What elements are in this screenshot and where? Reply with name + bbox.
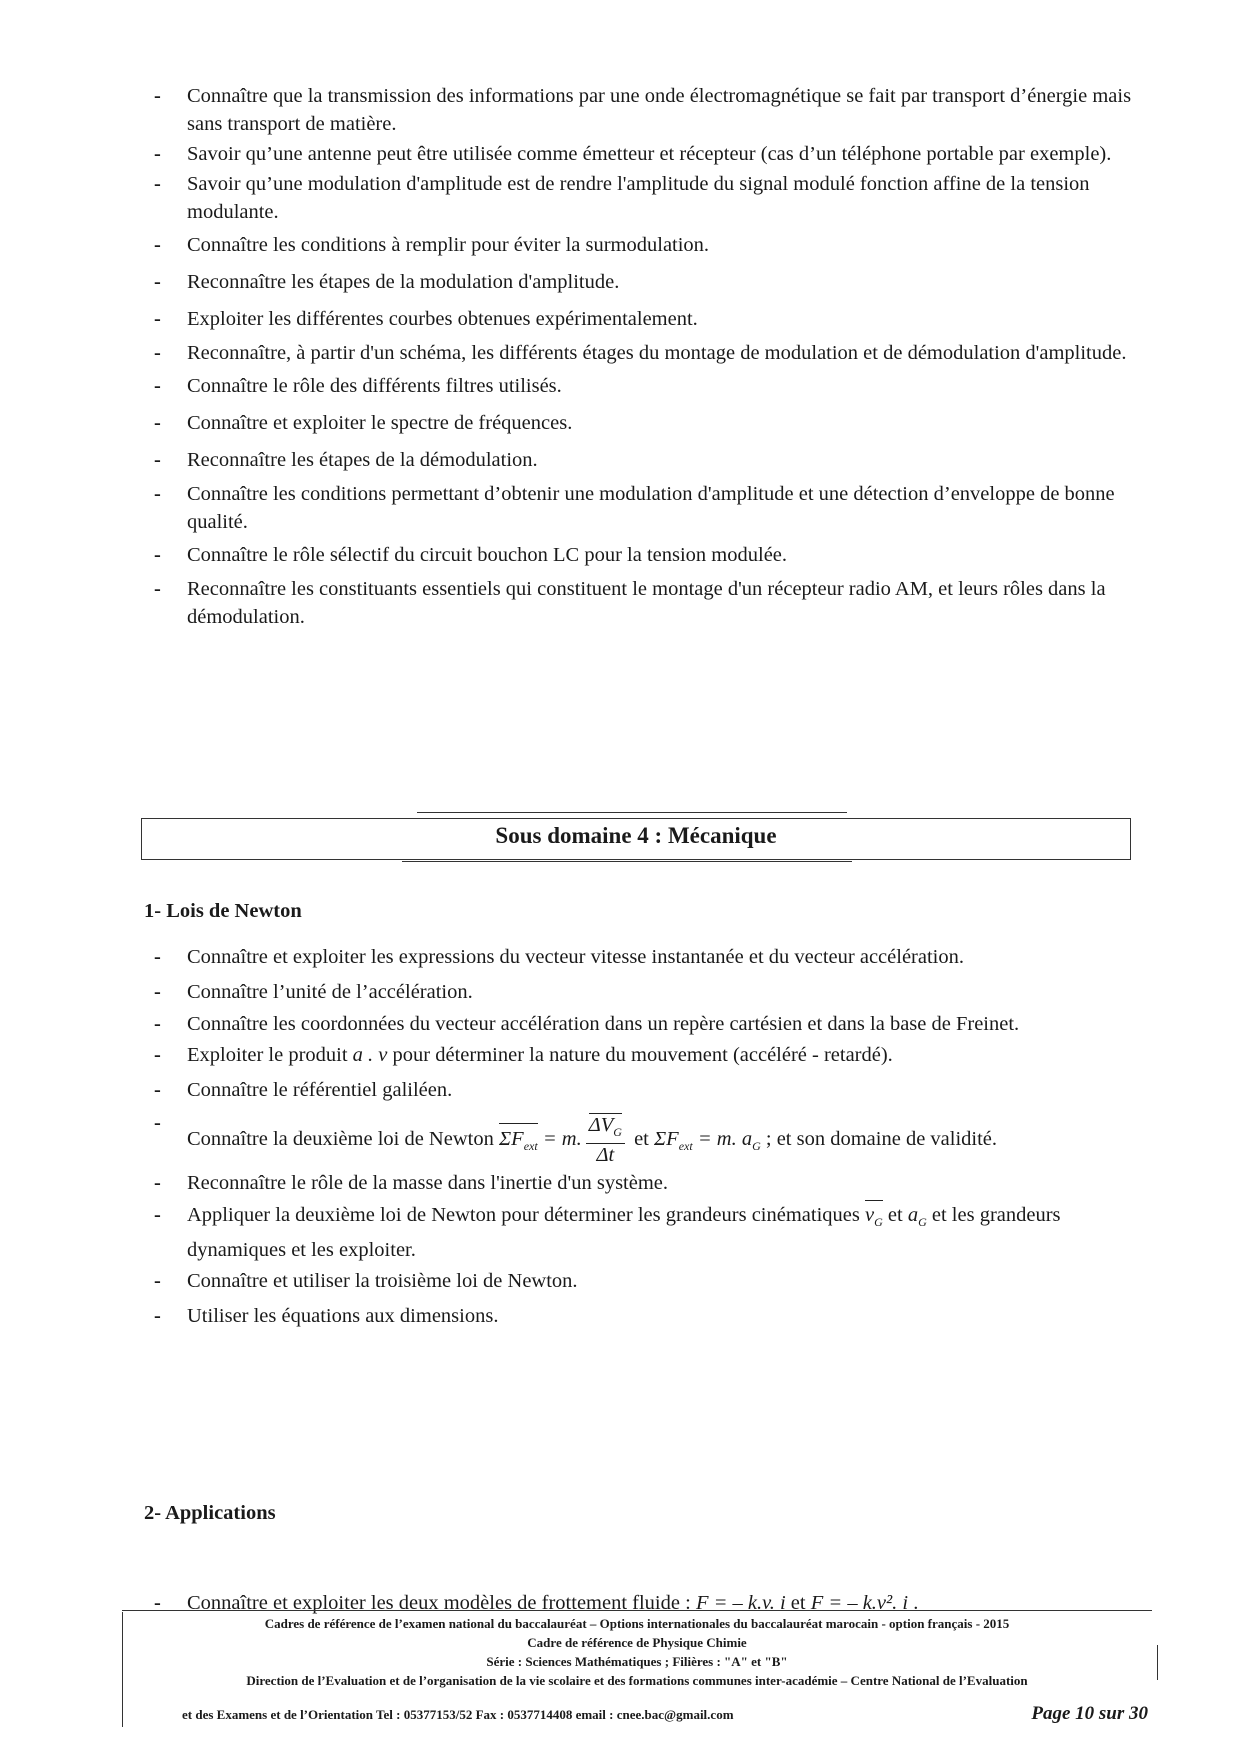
scan-artifacts: [30, 170, 140, 270]
text: pour déterminer la nature du mouvement (accéléré - retardé).: [392, 1044, 893, 1066]
telecom-objectives-list: [152, 82, 1132, 633]
list-item: - Connaître les conditions permettant d’obtenir une modulation d'amplitude et une détection d’enveloppe de bonne qualité.: [152, 480, 1132, 536]
list-item: - Reconnaître, à partir d'un schéma, les différents étages du montage de modulation et de démodulation d'amplitude.: [152, 339, 1132, 367]
text: Exploiter le produit: [187, 1044, 348, 1066]
footer-text: [122, 1614, 1152, 1690]
heading-newton: 1- Lois de Newton: [144, 900, 302, 922]
text: Connaître la deuxième loi de Newton: [187, 1127, 494, 1150]
list-item: - Exploiter les différentes courbes obtenues expérimentalement.: [152, 302, 1132, 337]
list-item: - Reconnaître les étapes de la modulation d'amplitude.: [152, 265, 1132, 300]
formula-m-a: = m. $a_G$: [697, 1127, 761, 1153]
title-underline: [402, 861, 852, 862]
footer-line-2: Cadre de référence de Physique Chimie: [527, 1635, 747, 1650]
section-title: Sous domaine 4 : Mécanique: [495, 823, 777, 848]
formula-acceleration: $a_G$: [907, 1204, 927, 1230]
text: ; et son domaine de validité.: [765, 1127, 998, 1150]
section-title-box: [141, 818, 1131, 860]
list-item: - Connaître le référentiel galiléen.: [152, 1073, 1132, 1108]
text: .: [913, 1592, 919, 1614]
heading-applications: 2- Applications: [144, 1502, 276, 1524]
formula-delta-v: $\Delta V_G$: [589, 1114, 622, 1143]
list-item: - Connaître les coordonnées du vecteur accélération dans un repère cartésien et dans la base de Freinet.: [152, 1010, 1132, 1038]
text: et: [790, 1592, 806, 1614]
footer-line-1: Cadres de référence de l’examen national du baccalauréat – Options internationales du baccalauréat marocain - option français - 2015: [264, 1616, 1010, 1631]
footer-line-3: Série : Sciences Mathématiques ; Filières : "A" et "B": [486, 1654, 788, 1669]
list-item: - Reconnaître les constituants essentiels qui constituent le montage d'un récepteur radio AM, et leurs rôles dans la démodulation.: [152, 575, 1132, 631]
formula-friction-quadratic: F = – k.v². i: [810, 1592, 909, 1614]
list-item: - Connaître que la transmission des informations par une onde électromagnétique se fait par transport d’énergie mais sans transport de matière.: [152, 82, 1132, 138]
list-item: - Reconnaître les étapes de la démodulation.: [152, 443, 1132, 478]
list-item: - Connaître le rôle des différents filtres utilisés.: [152, 369, 1132, 404]
newton-objectives-list: [152, 940, 1132, 1334]
formula-fraction: [586, 1114, 625, 1166]
list-item: - Reconnaître le rôle de la masse dans l'inertie d'un système.: [152, 1166, 1132, 1201]
text: et: [634, 1127, 649, 1150]
list-item: - Utiliser les équations aux dimensions.: [152, 1299, 1132, 1334]
list-item: - Savoir qu’une antenne peut être utilisée comme émetteur et récepteur (cas d’un téléphone portable par exemple).: [152, 140, 1132, 168]
page-number: Page 10 sur 30: [1031, 1703, 1148, 1724]
formula-velocity: $v_G$: [865, 1201, 883, 1236]
list-item: - Connaître le rôle sélectif du circuit bouchon LC pour la tension modulée.: [152, 538, 1132, 573]
formula-sum-force-2: $\Sigma F_{ext}$: [653, 1127, 693, 1153]
page-footer: [122, 1610, 1152, 1730]
list-item: [152, 1201, 1132, 1264]
text: et: [887, 1204, 903, 1227]
text: et les grandeurs dynamiques et les exploiter.: [187, 1204, 1061, 1262]
list-item: - Connaître et utiliser la troisième loi de Newton.: [152, 1264, 1132, 1299]
text: Connaître et exploiter les deux modèles de frottement fluide :: [187, 1592, 691, 1614]
list-item: [152, 1038, 1132, 1073]
formula-friction-linear: F = – k.v. i: [695, 1592, 786, 1614]
footer-right-bar: [1157, 1645, 1158, 1680]
formula-equals-m: = m.: [542, 1127, 582, 1150]
text: Appliquer la deuxième loi de Newton pour déterminer les grandeurs cinématiques: [187, 1204, 860, 1227]
formula-delta-t: Δt: [596, 1144, 615, 1167]
list-item: - Savoir qu’une modulation d'amplitude est de rendre l'amplitude du signal modulé fonction affine de la tension modulante.: [152, 170, 1132, 226]
formula-sum-force-1: $\Sigma F_{ext}$: [499, 1124, 538, 1161]
footer-line-5: et des Examens et de l’Orientation Tel : 05377153/52 Fax : 0537714408 email : cnee.bac@gmail.com: [182, 1707, 734, 1722]
title-top-rule: [417, 812, 847, 813]
footer-line-4: Direction de l’Evaluation et de l’organisation de la vie scolaire et des formations communes inter-académie – Centre National de l’Evaluation: [246, 1673, 1028, 1688]
list-item: - Connaître les conditions à remplir pour éviter la surmodulation.: [152, 228, 1132, 263]
list-item: [152, 1108, 1132, 1166]
footer-rule: [122, 1610, 1152, 1611]
list-item: - Connaître et exploiter les expressions du vecteur vitesse instantanée et du vecteur accélération.: [152, 940, 1132, 975]
list-item: - Connaître l’unité de l’accélération.: [152, 975, 1132, 1010]
list-item: - Connaître et exploiter le spectre de fréquences.: [152, 406, 1132, 441]
dot-product-formula: a . v: [352, 1044, 388, 1066]
